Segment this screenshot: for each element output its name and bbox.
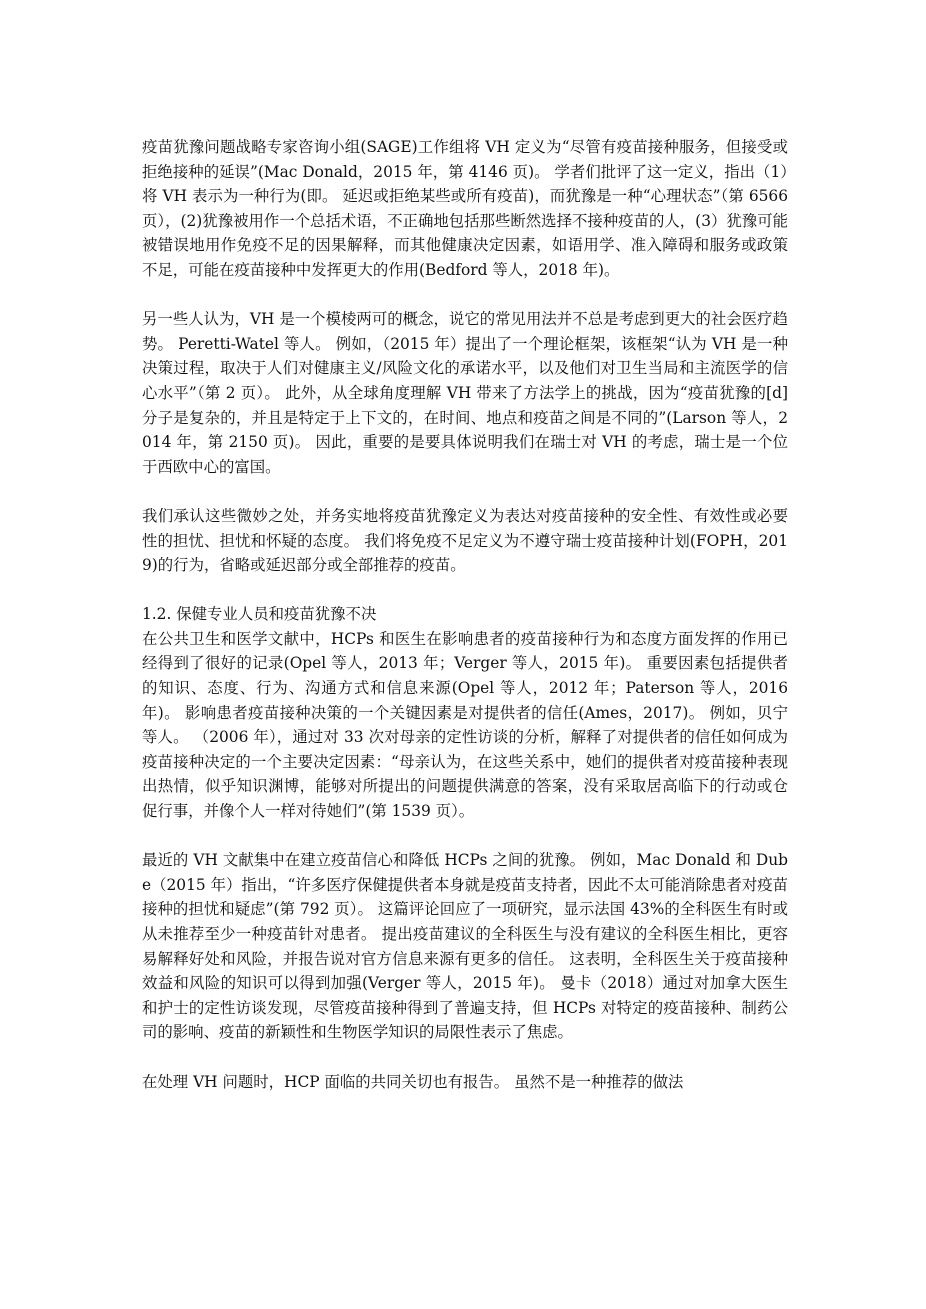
paragraph-vh-definition: 疫苗犹豫问题战略专家咨询小组(SAGE)工作组将 VH 定义为“尽管有疫苗接种服务，但接受或拒绝接种的延误”(Mac Donald，2015 年，第 4146 页)。 学者们批评了这一定义，指出（1）将 VH 表示为一种行为(即。 延迟或拒绝某些或所有疫苗)，而犹豫是一种“心理状态”（第 6566 页），(2)犹豫被用作一个总括术语，不正确地包括那些断然选择不接种疫苗的人，(3）犹豫可能被错误地用作免疫不足的因果解释，而其他健康决定因素，如语用学、准入障碍和服务或政策不足，可能在疫苗接种中发挥更大的作用(Bedford 等人，2018 年)。 [142, 138, 788, 279]
paragraph-vh-working-definition: 我们承认这些微妙之处，并务实地将疫苗犹豫定义为表达对疫苗接种的安全性、有效性或必要性的担忧、担忧和怀疑的态度。 我们将免疫不足定义为不遵守瑞士疫苗接种计划(FOPH，2019)的行为，省略或延迟部分或全部推荐的疫苗。 [142, 506, 788, 575]
paragraph-hcp-concerns: 在处理 VH 问题时，HCP 面临的共同关切也有报告。 虽然不是一种推荐的做法 [142, 1072, 684, 1091]
document-page [142, 135, 788, 1094]
paragraph-vh-ambiguity: 另一些人认为，VH 是一个模棱两可的概念，说它的常见用法并不总是考虑到更大的社会医疗趋势。 Peretti-Watel 等人。 例如，（2015 年）提出了一个理论框架，该框架“认为 VH 是一种决策过程，取决于人们对健康主义/风险文化的承诺水平，以及他们对卫生当局和主流医学的信心水平”（第 2 页）。 此外，从全球角度理解 VH 带来了方法学上的挑战，因为“疫苗犹豫的[d]分子是复杂的，并且是特定于上下文的，在时间、地点和疫苗之间是不同的”(Larson 等人，2014 年，第 2150 页)。 因此，重要的是要具体说明我们在瑞士对 VH 的考虑，瑞士是一个位于西欧中心的富国。 [142, 310, 788, 476]
paragraph-vh-literature: 最近的 VH 文献集中在建立疫苗信心和降低 HCPs 之间的犹豫。 例如，Mac Donald 和 Dube（2015 年）指出，“许多医疗保健提供者本身就是疫苗支持者，因此不太可能消除患者对疫苗接种的担忧和疑虑”(第 792 页）。 这篇评论回应了一项研究，显示法国 43%的全科医生有时或从未推荐至少一种疫苗针对患者。 提出疫苗建议的全科医生与没有建议的全科医生相比，更容易解释好处和风险，并报告说对官方信息来源有更多的信任。 这表明，全科医生关于疫苗接种效益和风险的知识可以得到加强(Verger 等人，2015 年)。 曼卡（2018）通过对加拿大医生和护士的定性访谈发现，尽管疫苗接种得到了普遍支持，但 HCPs 对特定的疫苗接种、制药公司的影响、疫苗的新颖性和生物医学知识的局限性表示了焦虑。 [142, 851, 788, 1042]
paragraph-hcp-influence: 在公共卫生和医学文献中，HCPs 和医生在影响患者的疫苗接种行为和态度方面发挥的作用已经得到了很好的记录(Opel 等人，2013 年；Verger 等人，2015 年)。 重要因素包括提供者的知识、态度、行为、沟通方式和信息来源(Opel 等人，2012 年；Paterson 等人，2016 年)。 影响患者疫苗接种决策的一个关键因素是对提供者的信任(Ames，2017)。 例如，贝宁等人。 （2006 年），通过对 33 次对母亲的定性访谈的分析，解释了对提供者的信任如何成为疫苗接种决定的一个主要决定因素：“母亲认为，在这些关系中，她们的提供者对疫苗接种表现出热情，似乎知识渊博，能够对所提出的问题提供满意的答案，没有采取居高临下的行动或仓促行事，并像个人一样对待她们”(第 1539 页）。 [142, 629, 788, 821]
section-heading: 1.2. 保健专业人员和疫苗犹豫不决 [142, 605, 377, 624]
